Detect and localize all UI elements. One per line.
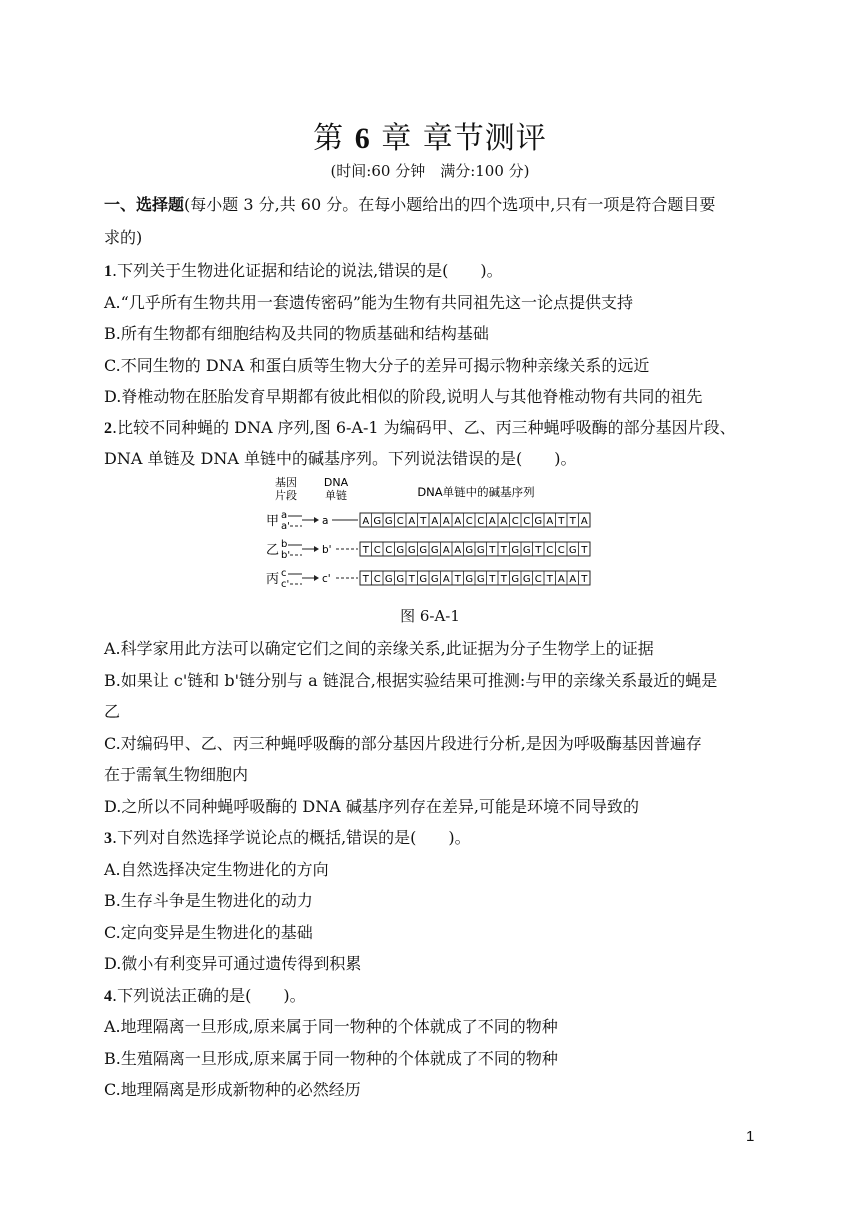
base-letter: G (476, 574, 485, 585)
arrow-head-icon (314, 546, 319, 552)
base-letter: G (419, 574, 428, 585)
base-letter: T (454, 574, 461, 585)
q4-option-a: A.地理隔离一旦形成,原来属于同一物种的个体就成了不同的物种 (104, 1017, 558, 1036)
question-text: .下列说法正确的是( )。 (112, 986, 306, 1005)
base-letter: A (454, 516, 462, 527)
base-letter: T (362, 545, 369, 556)
base-letter: G (511, 574, 520, 585)
base-letter: A (569, 574, 577, 585)
q3-option-c: C.定向变异是生物进化的基础 (104, 923, 313, 942)
base-letter: T (420, 516, 427, 527)
base-letter: A (546, 516, 554, 527)
gene-strand-top: b (281, 539, 288, 550)
q2-option-c: C.对编码甲、乙、丙三种蝇呼吸酶的部分基因片段进行分析,是因为呼吸酶基因普遍存 (104, 734, 702, 753)
base-letter: T (581, 545, 588, 556)
chapter-number: 6 (354, 122, 371, 155)
gene-strand-bottom: c' (281, 579, 290, 590)
base-letter: G (430, 545, 439, 556)
figure-rows (266, 510, 590, 590)
base-letter: T (500, 545, 507, 556)
question-number: 1 (104, 263, 112, 280)
base-letter: T (500, 574, 507, 585)
base-letter: G (396, 545, 405, 556)
q1-option-a: A.“几乎所有生物共用一套遗传密码”能为生物有共同祖先这一论点提供支持 (104, 293, 634, 312)
base-letter: G (511, 545, 520, 556)
question-2-stem-cont: DNA 单链及 DNA 单链中的碱基序列。下列说法错误的是( )。 (104, 449, 577, 468)
q1-option-b: B.所有生物都有细胞结构及共同的物质基础和结构基础 (104, 324, 489, 343)
q3-option-d: D.微小有利变异可通过遗传得到积累 (104, 954, 362, 973)
base-letter: A (557, 574, 565, 585)
question-3-stem (104, 825, 471, 848)
q3-option-b: B.生存斗争是生物进化的动力 (104, 891, 313, 910)
figure-caption: 图 6-A-1 (400, 607, 460, 625)
arrow-head-icon (314, 575, 319, 581)
q4-option-c: C.地理隔离是形成新物种的必然经历 (104, 1080, 361, 1099)
base-letter: G (522, 545, 531, 556)
base-letter: T (558, 516, 565, 527)
base-letter: T (535, 545, 542, 556)
q2-option-a: A.科学家用此方法可以确定它们之间的亲缘关系,此证据为分子生物学上的证据 (104, 639, 654, 658)
gene-strand-top: c (281, 568, 287, 579)
q4-option-b: B.生殖隔离一旦形成,原来属于同一物种的个体就成了不同的物种 (104, 1049, 558, 1068)
base-letter: A (431, 516, 439, 527)
base-letter: A (442, 545, 450, 556)
base-letter: G (568, 545, 577, 556)
dna-strand-label: c' (322, 573, 331, 585)
base-letter: A (408, 516, 416, 527)
head-gene-1: 基因 (275, 476, 297, 489)
question-1-stem (104, 258, 503, 281)
dna-strand-label: b' (322, 544, 332, 556)
base-letter: A (488, 516, 496, 527)
question-number: 2 (104, 420, 112, 437)
head-gene-2: 片段 (275, 489, 297, 502)
arrow-head-icon (314, 517, 319, 523)
base-letter: C (523, 516, 531, 527)
species-label: 丙 (266, 572, 280, 587)
species-label: 甲 (266, 514, 280, 529)
base-letter: T (408, 574, 415, 585)
section-instruction-cont: 求的) (104, 228, 143, 247)
base-letter: G (465, 574, 474, 585)
base-letter: C (557, 545, 565, 556)
base-letter: A (362, 516, 370, 527)
q3-option-a: A.自然选择决定生物进化的方向 (104, 860, 329, 879)
base-letter: G (419, 545, 428, 556)
q2-option-b: B.如果让 c'链和 b'链分别与 a 链混合,根据实验结果可推测:与甲的亲缘关系最近的蝇是 (104, 671, 718, 690)
dna-strand-label: a (322, 515, 329, 527)
section-instruction: (每小题 3 分,共 60 分。在每小题给出的四个选项中,只有一项是符合题目要 (184, 195, 716, 214)
base-letter: C (534, 574, 542, 585)
title-suffix: 章 章节测评 (381, 121, 547, 156)
base-letter: T (546, 574, 553, 585)
base-letter: C (373, 545, 381, 556)
base-letter: T (569, 516, 576, 527)
base-letter: A (580, 516, 588, 527)
question-number: 3 (104, 830, 112, 847)
base-letter: T (489, 545, 496, 556)
gene-strand-bottom: a' (281, 521, 290, 532)
question-number: 4 (104, 988, 112, 1005)
question-2-stem (104, 415, 736, 438)
base-letter: T (489, 574, 496, 585)
base-letter: A (442, 574, 450, 585)
species-label: 乙 (266, 543, 280, 558)
base-letter: A (454, 545, 462, 556)
base-letter: G (396, 574, 405, 585)
base-letter: C (546, 545, 554, 556)
head-sequence: DNA单链中的碱基序列 (417, 485, 535, 499)
base-letter: C (385, 545, 393, 556)
q1-option-c: C.不同生物的 DNA 和蛋白质等生物大分子的差异可揭示物种亲缘关系的远近 (104, 356, 650, 375)
question-text: .下列关于生物进化证据和结论的说法,错误的是( )。 (112, 261, 503, 280)
base-letter: A (500, 516, 508, 527)
base-letter: C (477, 516, 485, 527)
q2-option-d: D.之所以不同种蝇呼吸酶的 DNA 碱基序列存在差异,可能是环境不同导致的 (104, 797, 639, 816)
section-label: 一、选择题 (104, 195, 185, 214)
base-letter: G (373, 516, 382, 527)
base-letter: T (581, 574, 588, 585)
base-letter: C (373, 574, 381, 585)
base-letter: A (442, 516, 450, 527)
head-dna-2: 单链 (325, 489, 347, 502)
base-letter: T (362, 574, 369, 585)
base-letter: G (476, 545, 485, 556)
section-heading (104, 192, 715, 215)
base-letter: G (534, 516, 543, 527)
base-letter: G (522, 574, 531, 585)
q1-option-d: D.脊椎动物在胚胎发育早期都有彼此相似的阶段,说明人与其他脊椎动物有共同的祖先 (104, 387, 703, 406)
base-letter: C (396, 516, 404, 527)
base-letter: G (384, 516, 393, 527)
base-letter: G (407, 545, 416, 556)
question-text: .下列对自然选择学说论点的概括,错误的是( )。 (112, 828, 471, 847)
base-letter: G (430, 574, 439, 585)
q2-option-c-cont: 在于需氧生物细胞内 (104, 765, 249, 784)
base-letter: G (384, 574, 393, 585)
question-text: .比较不同种蝇的 DNA 序列,图 6-A-1 为编码甲、乙、丙三种蝇呼吸酶的部分基因片段、 (112, 418, 736, 437)
head-dna-1: DNA (323, 476, 349, 489)
base-letter: C (465, 516, 473, 527)
base-letter: C (511, 516, 519, 527)
q2-option-b-cont: 乙 (104, 702, 121, 721)
time-score-info: (时间:60 分钟 满分:100 分) (330, 162, 530, 180)
page-number: 1 (746, 1128, 755, 1145)
base-letter: G (465, 545, 474, 556)
dna-sequence-figure (262, 474, 602, 596)
gene-strand-top: a (281, 510, 288, 521)
gene-strand-bottom: b' (281, 550, 291, 561)
question-4-stem (104, 983, 306, 1006)
page-title (0, 113, 860, 157)
title-prefix: 第 (313, 121, 345, 156)
